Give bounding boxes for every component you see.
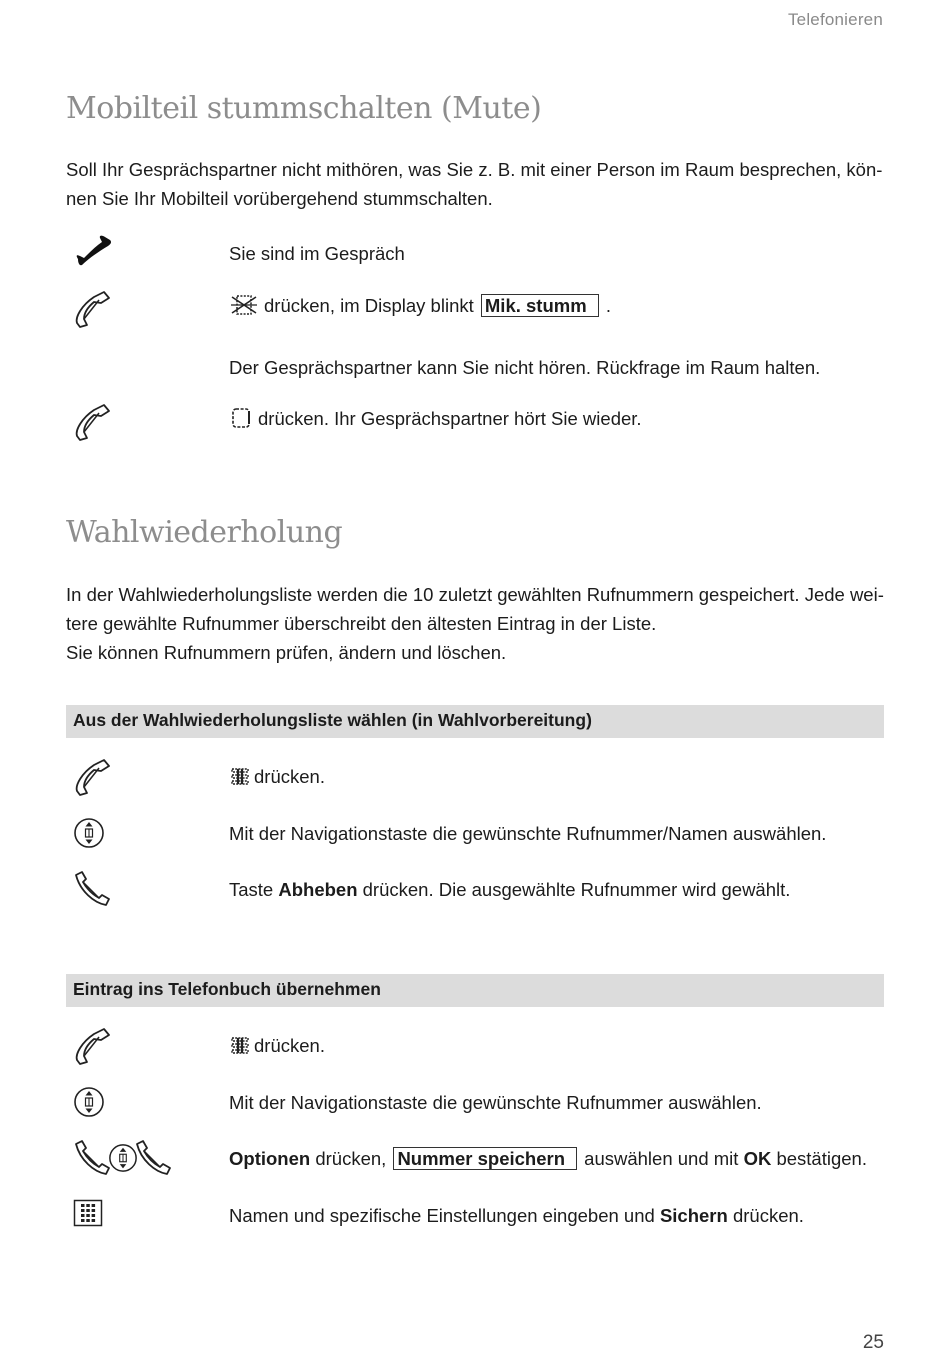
step-in-call: Sie sind im Gespräch: [229, 243, 405, 264]
press-mute-text: drücken, im Display blinkt: [264, 295, 474, 316]
subheader-phonebook-label: Eintrag ins Telefonbuch übernehmen: [73, 979, 381, 999]
lift-handset-icon: [72, 1138, 112, 1178]
press-list-text: drücken.: [254, 766, 325, 787]
press-list-text-2: drücken.: [254, 1035, 325, 1056]
lift-suffix: drücken. Die ausgewählte Rufnummer wird gewählt.: [357, 879, 791, 900]
step-lift: [229, 878, 790, 902]
press-mute-end: .: [605, 295, 611, 316]
enter-end: drücken.: [727, 1205, 804, 1226]
subheader-dial-label: Aus der Wahlwiederholungsliste wählen (in Wahlvorbereitung): [73, 710, 592, 730]
handset-key-icon: [72, 757, 112, 797]
sichern-key: Sichern: [659, 1205, 728, 1226]
ok-key: OK: [743, 1148, 772, 1169]
confirm-text: bestätigen.: [771, 1148, 867, 1169]
options-text: drücken,: [310, 1148, 392, 1169]
section-title-mute: Mobilteil stummschalten (Mute): [66, 91, 542, 126]
lift-handset-icon: [72, 869, 112, 909]
redial-intro-line-2: tere gewählte Rufnummer überschreibt den ältesten Eintrag in der Liste.: [66, 613, 657, 634]
mute-intro: [66, 155, 884, 213]
display-mik-stumm: Mik. stumm: [481, 294, 599, 317]
page-number: 25: [862, 1332, 884, 1353]
step-options: [229, 1147, 867, 1171]
section-title-redial: Wahlwiederholung: [66, 515, 343, 550]
optionen-key: Optionen: [229, 1148, 311, 1169]
unmute-key-icon: [229, 407, 253, 429]
mute-key-icon: [229, 294, 259, 316]
step-enter-name: [229, 1204, 804, 1228]
redial-intro-line-3: Sie können Rufnummern prüfen, ändern und löschen.: [66, 642, 507, 663]
step-navigate: Mit der Navigationstaste die gewünschte Rufnummer/Namen auswählen.: [229, 823, 827, 844]
select-text: auswählen und mit: [579, 1148, 744, 1169]
step-press-list-2: [229, 1034, 325, 1058]
enter-text: Namen und spezifische Einstellungen eingeben und: [229, 1205, 660, 1226]
subheader-phonebook: [66, 974, 884, 1007]
step-navigate-2: Mit der Navigationstaste die gewünschte Rufnummer auswählen.: [229, 1092, 762, 1113]
handset-key-icon: [72, 402, 112, 442]
handset-key-icon: [72, 289, 112, 329]
list-key-icon: [229, 767, 251, 787]
display-nummer-speichern: Nummer speichern: [393, 1147, 577, 1170]
redial-intro-line-1: In der Wahlwiederholungsliste werden die 10 zuletzt gewählten Rufnummern gespeichert. Jede wei-: [66, 584, 884, 605]
subheader-dial-from-list: [66, 705, 884, 738]
mute-intro-line-1: Soll Ihr Gesprächspartner nicht mithören, was Sie z. B. mit einer Person im Raum besprechen, kön-: [66, 159, 883, 180]
mute-intro-line-2: nen Sie Ihr Mobilteil vorübergehend stummschalten.: [66, 188, 493, 209]
step-unmute: [229, 407, 642, 431]
unmute-text: drücken. Ihr Gesprächspartner hört Sie wieder.: [258, 408, 642, 429]
mute-hint: Der Gesprächspartner kann Sie nicht hören. Rückfrage im Raum halten.: [229, 357, 821, 378]
step-press-mute: [229, 294, 611, 318]
lift-prefix: Taste: [229, 879, 279, 900]
running-header: Telefonieren: [787, 10, 883, 29]
abheben-key: Abheben: [278, 879, 358, 900]
lift-handset-icon: [133, 1138, 173, 1178]
list-key-icon: [229, 1036, 251, 1056]
keypad-icon: [73, 1199, 103, 1227]
handset-in-call-icon: [72, 234, 114, 268]
step-press-list: [229, 765, 325, 789]
navigation-key-icon: [73, 1086, 105, 1118]
navigation-key-icon: [73, 817, 105, 849]
handset-key-icon: [72, 1026, 112, 1066]
redial-intro: [66, 580, 884, 667]
